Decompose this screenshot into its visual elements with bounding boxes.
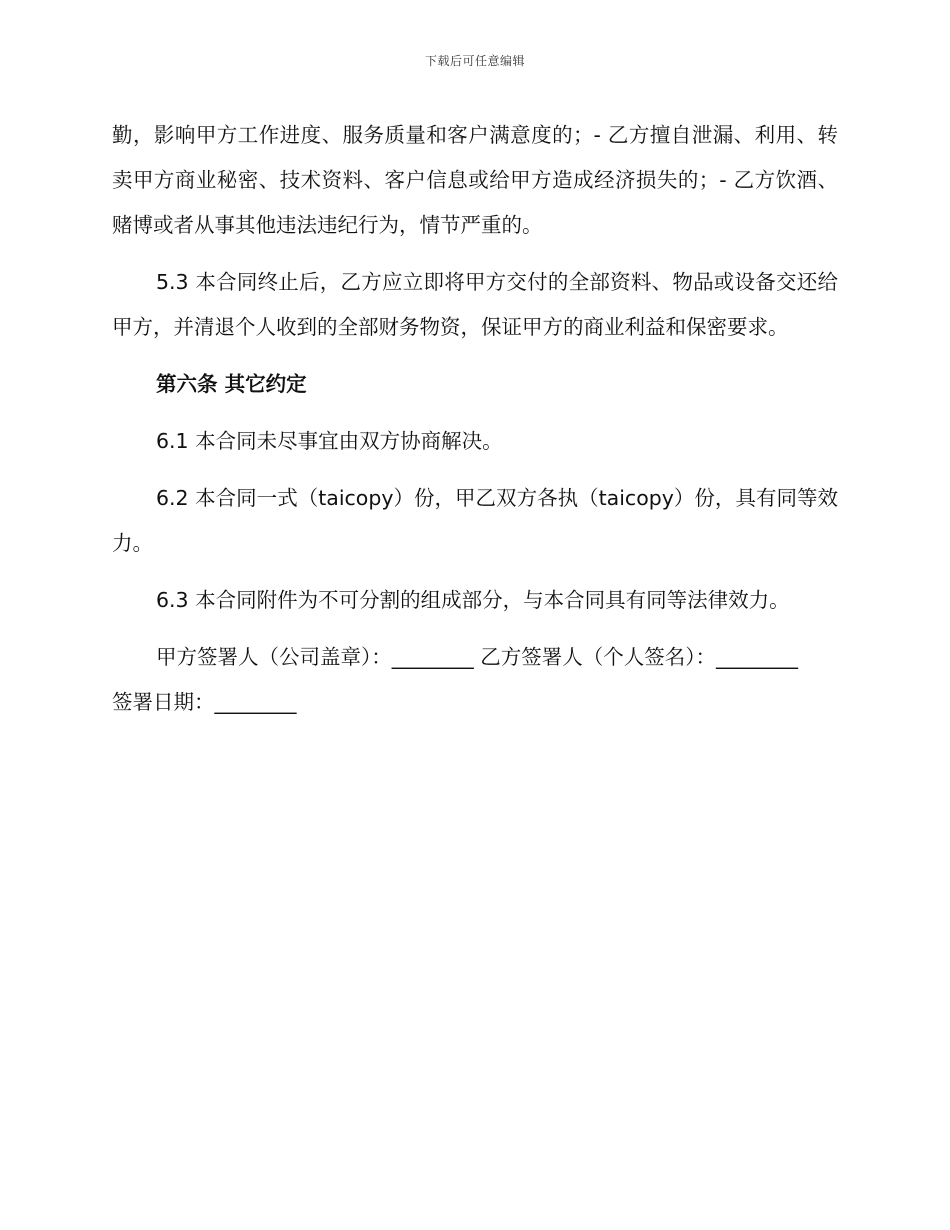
page-header: 下载后可任意编辑 bbox=[424, 54, 525, 68]
signing-date-line: 签署日期：________ bbox=[112, 690, 297, 714]
paragraph-6-2: 6.2 本合同一式（taicopy）份，甲乙双方各执（taicopy）份，具有同等效力。 bbox=[112, 486, 838, 555]
paragraph-termination-conditions: 勤，影响甲方工作进度、服务质量和客户满意度的；- 乙方擅自泄漏、利用、转卖甲方商业秘密、技术资料、客户信息或给甲方造成经济损失的；- 乙方饮酒、赌博或者从事其他违法违纪行为，情节严重的。 bbox=[112, 123, 838, 237]
document-body bbox=[112, 113, 838, 725]
paragraph-6-3: 6.3 本合同附件为不可分割的组成部分，与本合同具有同等法律效力。 bbox=[156, 588, 790, 612]
paragraph-6-1: 6.1 本合同未尽事宜由双方协商解决。 bbox=[156, 429, 503, 453]
signatory-line: 甲方签署人（公司盖章）：________ 乙方签署人（个人签名）：________ bbox=[156, 645, 799, 669]
section-heading-article-6: 第六条 其它约定 bbox=[156, 372, 307, 396]
paragraph-5-3: 5.3 本合同终止后，乙方应立即将甲方交付的全部资料、物品或设备交还给甲方，并清退个人收到的全部财务物资，保证甲方的商业利益和保密要求。 bbox=[112, 270, 838, 339]
